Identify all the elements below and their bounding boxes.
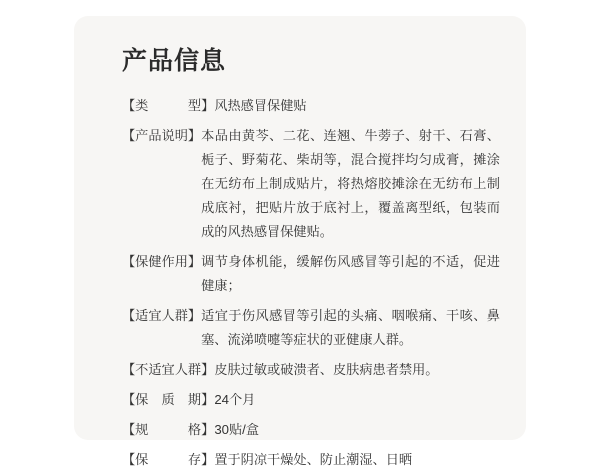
info-row-value: 皮肤过敏或破溃者、皮肤病患者禁用。 xyxy=(214,362,439,378)
info-row-label: 【不适宜人群】 xyxy=(122,362,215,378)
info-row xyxy=(122,448,500,472)
info-row-label: 【保 存】 xyxy=(122,452,215,468)
info-row-label: 【规 格】 xyxy=(122,422,215,438)
info-row xyxy=(122,418,500,442)
info-row-label: 【类 型】 xyxy=(122,98,215,113)
info-row-value: 调节身体机能，缓解伤风感冒等引起的不适，促进健康； xyxy=(201,254,500,294)
info-row-label: 【产品说明】 xyxy=(122,128,202,144)
info-rows xyxy=(122,94,500,472)
info-row xyxy=(122,388,500,412)
info-row-value: 30贴/盒 xyxy=(214,422,260,438)
info-row-value: 适宜于伤风感冒等引起的头痛、咽喉痛、干咳、鼻塞、流涕喷嚏等症状的亚健康人群。 xyxy=(201,308,500,348)
info-row xyxy=(122,250,500,298)
info-row xyxy=(122,358,500,382)
info-row-value: 置于阴凉干燥处、防止潮湿、日晒 xyxy=(214,452,413,468)
info-row-label: 【适宜人群】 xyxy=(122,308,202,324)
info-row xyxy=(122,124,500,244)
info-row-label: 【保健作用】 xyxy=(122,254,202,270)
card-inner xyxy=(122,46,500,468)
product-info-card xyxy=(74,16,526,468)
info-row-value: 风热感冒保健贴 xyxy=(214,98,307,113)
info-row xyxy=(122,304,500,352)
info-row-value: 24个月 xyxy=(214,392,256,408)
info-row-label: 【保 质 期】 xyxy=(122,392,215,408)
page-title: 产品信息 xyxy=(122,47,227,75)
info-row xyxy=(122,94,500,118)
info-row-value: 本品由黄芩、二花、连翘、牛蒡子、射干、石膏、栀子、野菊花、柴胡等，混合搅拌均匀成膏，摊涂在无纺布上制成贴片，将热熔胶摊涂在无纺布上制成底衬，把贴片放于底衬上，覆盖离型纸，包装而成的风热感冒保健贴。 xyxy=(201,128,500,240)
